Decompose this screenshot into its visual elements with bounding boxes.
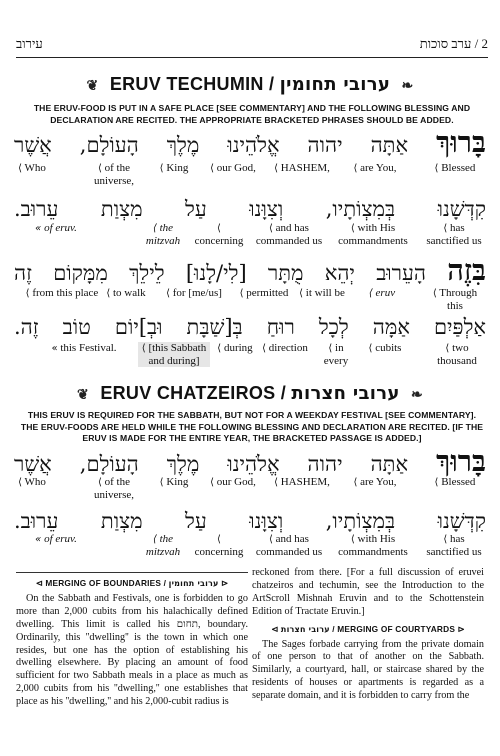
- section-title-english: ERUV TECHUMIN /: [109, 74, 275, 94]
- commentary-divider: [16, 572, 248, 573]
- hebrew-text: אַתָּה יהוה אֱלֹהֵינוּ מֶלֶךְ הָעוֹלָם, אֲשֶׁר: [14, 133, 409, 157]
- gloss-word: with His commandments: [338, 222, 408, 247]
- hebrew-text: אַלְפַּיִם אַמָּה לְכָל רוּחַ בְּ[שַׁבָּת וּבְ]יוֹם טוֹב זֶה.: [14, 315, 486, 339]
- commentary-paragraph: On the Sabbath and Festivals, one is forbidden to go more than 2,000 cubits from his halachically defined dwelling. This limit is called his תחום, boundary. Ordinarily, this ''dwelling'' is the town in which one resides, but one has the option of establishing his dwelling elsewhere. By placing an amount of food sufficient for two Sabbath meals in a place as much as 2,000 cubits from his ''dwelling,'' one establishes that place as his ''dwelling,'' and his 2,000-cubit radius is: [16, 592, 248, 708]
- gloss-word: from this place: [32, 287, 99, 299]
- gloss-word: two thousand: [437, 342, 477, 367]
- ornament-right-icon: ❧: [401, 77, 414, 93]
- hebrew-initial-word: בָּרוּךְ: [436, 444, 486, 478]
- hebrew-line-declaration: [14, 253, 486, 287]
- commentary-column-right: [252, 567, 484, 703]
- gloss-word-bracketed: [this Sabbath and during]: [148, 342, 207, 367]
- gloss-line-declaration: ⟨ Through this ⟨ eruv ⟨ it will be ⟨ permitted ⟨ for [me/us] ⟨ to walk ⟨ from this place: [25, 287, 478, 312]
- section-title-english: ERUV CHATZEIROS /: [100, 383, 287, 403]
- gloss-word: of the universe,: [93, 476, 134, 501]
- heading-ornament-icon: ⊳: [457, 623, 465, 634]
- gloss-word: it will be: [305, 287, 345, 299]
- gloss-word: are You,: [360, 162, 397, 174]
- gloss-word: eruv: [375, 287, 396, 299]
- gloss-line-sanctified-2: ⟨ has sanctified us ⟨ with His commandments ⟨ and has commanded us ⟨ concerning ⟨ the mitzvah « of eruv.: [35, 533, 482, 558]
- gloss-word: to walk: [112, 287, 146, 299]
- instructions-techumin: THE ERUV-FOOD IS PUT IN A SAFE PLACE [SEE COMMENTARY] AND THE FOLLOWING BLESSING AND DECLARATION ARE RECITED. THE APPROPRIATE BRACKETED PHRASES SHOULD BE ADDED.: [33, 103, 471, 125]
- gloss-word: our God,: [216, 162, 256, 174]
- gloss-word: the mitzvah: [145, 533, 181, 558]
- header-page-title: 2 / ערב סוכות: [419, 36, 488, 51]
- gloss-word: cubits: [375, 342, 402, 354]
- gloss-word: are You,: [360, 476, 397, 488]
- hebrew-line-blessing-2: [14, 444, 486, 478]
- header-rule: [16, 57, 488, 58]
- gloss-line-sanctified: ⟨ has sanctified us ⟨ with His commandments ⟨ and has commanded us ⟨ concerning ⟨ the mitzvah « of eruv.: [35, 222, 482, 247]
- heading-ornament-icon: ⊲: [271, 623, 279, 634]
- gloss-word: concerning: [194, 235, 244, 247]
- gloss-word: permitted: [246, 287, 289, 299]
- hebrew-text: אַתָּה יהוה אֱלֹהֵינוּ מֶלֶךְ הָעוֹלָם, אֲשֶׁר: [14, 452, 409, 476]
- hebrew-text: קִדְּשָׁנוּ בְּמִצְוֹתָיו, וְצִוָּנוּ עַל מִצְוַת עֵרוּב.: [14, 197, 486, 221]
- gloss-word: Blessed: [441, 476, 476, 488]
- ornament-right-icon: ❧: [411, 386, 424, 402]
- running-header: [16, 36, 488, 56]
- gloss-word: during: [223, 342, 253, 354]
- gloss-word: has sanctified us: [426, 222, 482, 247]
- commentary-paragraph: The Sages forbade carrying from the private domain of one person to that of another on the Sabbath. Similarly, a courtyard, hall, or staircase shared by the residents of houses or apartments is regarded as a separate domain, and it is forbidden to carry from the: [252, 638, 484, 702]
- gloss-word: in every: [323, 342, 349, 367]
- gloss-word: with His commandments: [338, 533, 408, 558]
- gloss-word: and has commanded us: [255, 533, 323, 558]
- gloss-word: King: [166, 476, 189, 488]
- gloss-word: our God,: [216, 476, 256, 488]
- gloss-word: of the universe,: [93, 162, 134, 187]
- hebrew-line-cubits: [14, 314, 486, 342]
- ornament-left-icon: ❦: [76, 386, 89, 402]
- gloss-word: direction: [268, 342, 308, 354]
- hebrew-text: קִדְּשָׁנוּ בְּמִצְוֹתָיו, וְצִוָּנוּ עַל מִצְוַת עֵרוּב.: [14, 509, 486, 533]
- gloss-word: concerning: [194, 546, 244, 558]
- gloss-word: for [me/us]: [172, 287, 222, 299]
- gloss-word: and has commanded us: [255, 222, 323, 247]
- hebrew-line-sanctified: [14, 196, 486, 224]
- gloss-word: of eruv.: [44, 222, 77, 234]
- gloss-line-blessing: ⟨ Blessed ⟨ are You, ⟨ HASHEM, ⟨ our God, ⟨ King ⟨ of the universe, ⟨ Who: [18, 162, 476, 187]
- gloss-word: of eruv.: [44, 533, 77, 545]
- gloss-word: King: [166, 162, 189, 174]
- commentary-column-left: [16, 572, 248, 709]
- gloss-word: has sanctified us: [426, 533, 482, 558]
- gloss-word: Through this: [439, 287, 478, 312]
- gloss-word: HASHEM,: [280, 476, 330, 488]
- ornament-left-icon: ❦: [86, 77, 99, 93]
- gloss-word: Blessed: [441, 162, 476, 174]
- hebrew-line-blessing: [14, 125, 486, 159]
- gloss-line-cubits: ⟨ two thousand ⟨ cubits ⟨ in every ⟨ direction ⟨ during ⟨ [this Sabbath and during] « this Festival.: [51, 342, 477, 367]
- gloss-word: the mitzvah: [145, 222, 181, 247]
- hebrew-text: הָעֵרוּב יְהֵא מֻתָּר [לִי/לָנוּ] לֵילֵךְ מִמָּקוֹם זֶה: [14, 261, 426, 285]
- header-section-name: עירוב: [16, 36, 43, 51]
- commentary-heading-courtyards: ⊲ ערובי חצרות / MERGING OF COURTYARDS ⊳: [271, 623, 465, 634]
- hebrew-line-sanctified-2: [14, 508, 486, 536]
- instructions-chatzeiros: THIS ERUV IS REQUIRED FOR THE SABBATH, BUT NOT FOR A WEEKDAY FESTIVAL [SEE COMMENTARY]. THE ERUV-FOODS ARE HELD WHILE THE FOLLOWING BLESSING AND DECLARATION ARE RECITED. [IF THE ERUV IS MADE FOR THE ENTIRE YEAR, THE BRACKETED PASSAGE IS ADDED.]: [20, 410, 484, 443]
- section-title-hebrew: ערובי תחומין: [279, 74, 391, 95]
- hebrew-initial-word: בָּרוּךְ: [436, 125, 486, 159]
- section-title-eruv-techumin: [0, 74, 500, 95]
- gloss-line-blessing-2: ⟨ Blessed ⟨ are You, ⟨ HASHEM, ⟨ our God, ⟨ King ⟨ of the universe, ⟨ Who: [18, 476, 476, 501]
- section-title-eruv-chatzeiros: [0, 383, 500, 404]
- gloss-word: HASHEM,: [280, 162, 330, 174]
- heading-ornament-icon: ⊲: [35, 578, 43, 588]
- commentary-paragraph: reckoned from there. [For a full discussion of eruvei chatzeiros and techumin, see the Introduction to the ArtScroll Mishnah Eruvin and to the Schottenstein Edition of Tractate Eruvin.]: [252, 567, 484, 617]
- gloss-word: this Festival.: [60, 342, 117, 354]
- section-title-hebrew: ערובי חצרות: [291, 383, 400, 404]
- gloss-word: Who: [24, 162, 46, 174]
- gloss-word: Who: [24, 476, 46, 488]
- heading-ornament-icon: ⊳: [221, 578, 229, 588]
- hebrew-initial-word: בִּזֶה: [447, 253, 486, 287]
- commentary-heading-boundaries: ⊲ MERGING OF BOUNDARIES / ערובי תחומין ⊳: [35, 578, 229, 588]
